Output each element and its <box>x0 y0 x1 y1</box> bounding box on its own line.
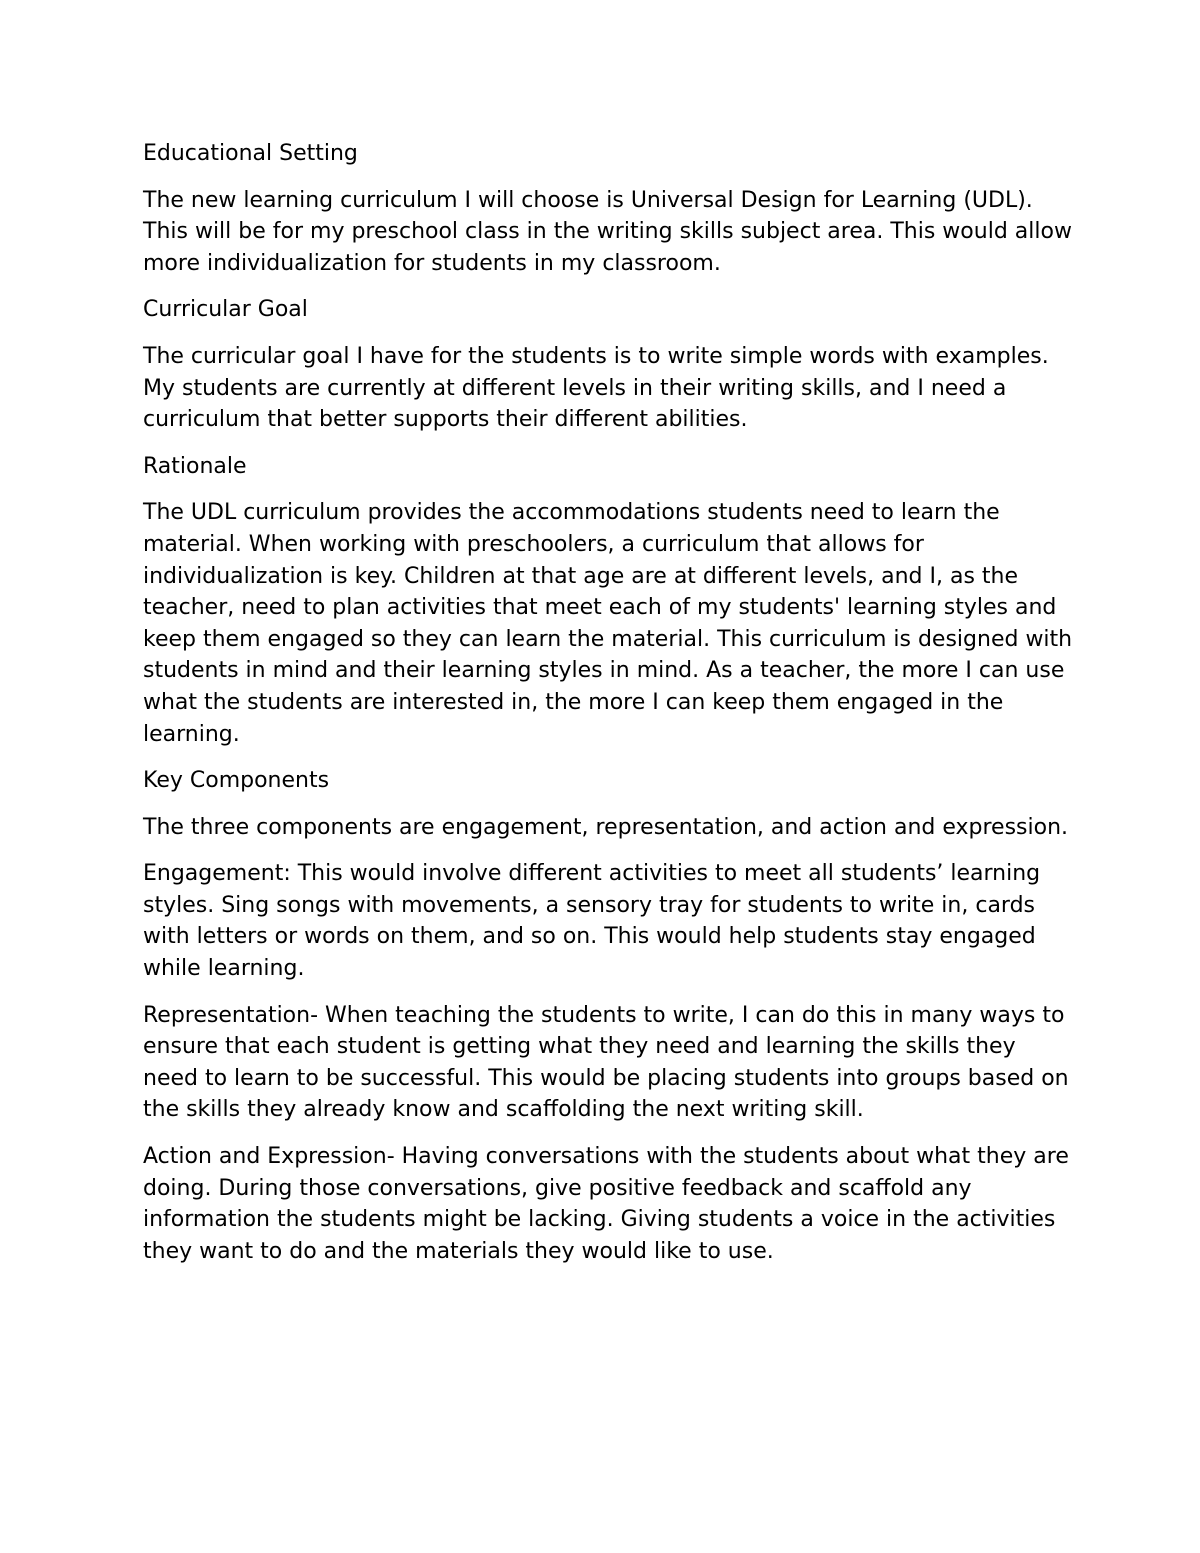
paragraph-representation: Representation- When teaching the students to write, I can do this in many ways to ensure that each student is getting what they need and learning the skills they need to learn to be successful. This would be placing students into groups based on the skills they already know and scaffolding the next writing skill. <box>143 1002 1069 1123</box>
section-heading-educational-setting: Educational Setting <box>143 141 358 166</box>
section-heading-key-components: Key Components <box>143 768 330 794</box>
paragraph-engagement: Engagement: This would involve different activities to meet all students’ learning styles. Sing songs with movements, a sensory tray for students to write in, cards with letters or words on them, and so on. This would help students stay engaged while learning. <box>143 861 1041 982</box>
paragraph-rationale: The UDL curriculum provides the accommodations students need to learn the material. When working with preschoolers, a curriculum that allows for individualization is key. Children at that age are at different levels, and I, as the teacher, need to plan activities that meet each of my students' learning styles and keep them engaged so they can learn the material. This curriculum is designed with students in mind and their learning styles in mind. As a teacher, the more I can use what the students are interested in, the more I can keep them engaged in the learning. <box>143 500 1073 747</box>
paragraph-key-components-intro: The three components are engagement, representation, and action and expression. <box>143 814 1069 840</box>
section-heading-rationale: Rationale <box>143 453 247 479</box>
paragraph-action-expression: Action and Expression- Having conversations with the students about what they are doing. During those conversations, give positive feedback and scaffold any information the students might be lacking. Giving students a voice in the activities they want to do and the materials they would like to use. <box>143 1144 1069 1264</box>
document-page <box>143 138 1073 1282</box>
paragraph-educational-setting: The new learning curriculum I will choose is Universal Design for Learning (UDL). This will be for my preschool class in the writing skills subject area. This would allow more individualization for students in my classroom. <box>143 187 1072 276</box>
section-heading-curricular-goal: Curricular Goal <box>143 297 308 323</box>
paragraph-curricular-goal: The curricular goal I have for the students is to write simple words with examples. My students are currently at different levels in their writing skills, and I need a curriculum that better supports their different abilities. <box>143 343 1049 433</box>
